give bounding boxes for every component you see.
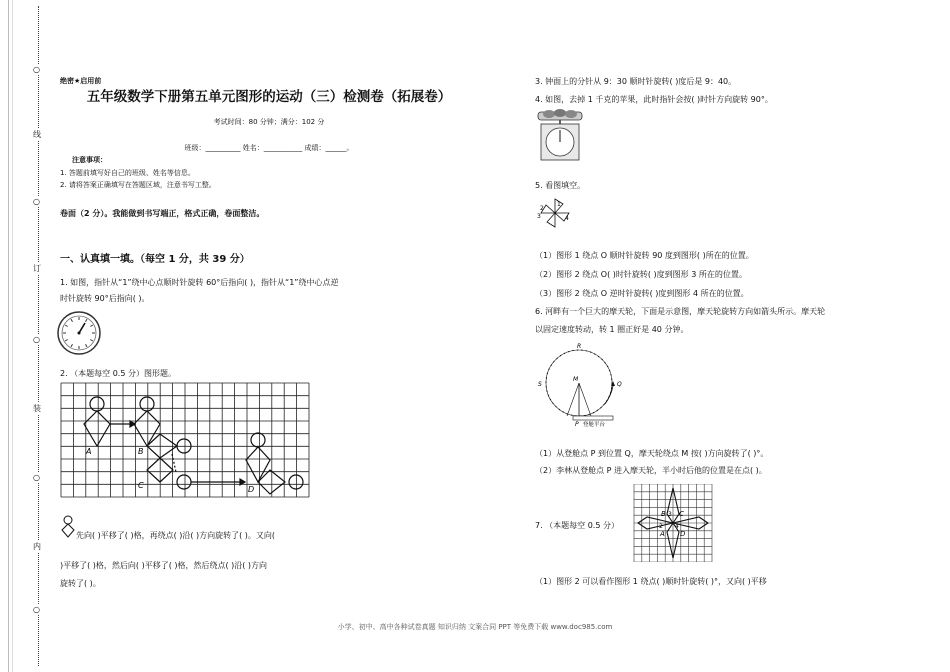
- grid-label: D: [248, 485, 255, 494]
- question-5-2: （2）图形 2 绕点 O( )时针旋转( )度到图形 3 所在的位置。: [535, 270, 747, 279]
- pinwheel-number: 1: [557, 201, 561, 208]
- q7-label: C: [679, 510, 684, 518]
- grid-label: A: [86, 447, 92, 456]
- q7-label: 2: [659, 523, 663, 530]
- question-1-text: 时针旋转 90°后指向( )。: [60, 294, 150, 303]
- question-2-blanks: 旋转了( )。: [60, 579, 101, 588]
- q7-label: 3: [668, 511, 672, 518]
- grid-label: B: [138, 447, 144, 456]
- footer-text: 小学、初中、高中各种试卷真题 知识归纳 文案合同 PPT 等免费下载 www.doc985.com: [337, 623, 613, 631]
- question-5-3: （3）图形 2 绕点 O 逆时针旋转( )度到图形 4 所在的位置。: [535, 289, 749, 298]
- question-4-text: 4. 如图，去掉 1 千克的苹果，此时指针会按( )时针方向旋转 90°。: [535, 95, 773, 104]
- circle-mark: ○: [33, 473, 40, 482]
- question-3-text: 3. 钟面上的分针从 9：30 顺时针旋转( )度后是 9：40。: [535, 77, 737, 86]
- pinwheel-number: 2: [540, 205, 544, 212]
- wheel-label: R: [577, 343, 582, 350]
- question-6-2: （2）李林从登舱点 P 进入摩天轮，半小时后他的位置是在点( )。: [535, 466, 767, 475]
- q7-label: 4: [675, 523, 679, 530]
- question-6-text: 以固定速度转动，转 1 圈正好是 40 分钟。: [535, 325, 689, 334]
- binding-margin: [0, 0, 46, 672]
- q7-label: A: [660, 530, 665, 538]
- student-fields: 班级：__________ 姓名：___________ 成绩：______。: [184, 144, 354, 152]
- circle-mark: ○: [33, 605, 40, 614]
- margin-line: [8, 0, 9, 672]
- question-5-text: 5. 看图填空。: [535, 181, 586, 190]
- question-2-blanks: )平移了( )格，然后向( )平移了( )格，然后绕点( )沿( )方向: [60, 561, 268, 570]
- pinwheel-number: 4: [565, 215, 569, 222]
- circle-mark: ○: [33, 335, 40, 344]
- notice-item: 1. 答题前填写好自己的班级、姓名等信息。: [60, 169, 195, 177]
- grid-figure: [60, 382, 310, 498]
- question-2-text: 2. （本题每空 0.5 分）图形题。: [60, 369, 176, 378]
- pinwheel-figure: [535, 196, 575, 230]
- wheel-label: P: [575, 421, 579, 428]
- circle-mark: ○: [33, 197, 40, 206]
- neatness-note: 卷面（2 分）。我能做到书写端正，格式正确，卷面整洁。: [60, 209, 265, 218]
- keyhole-shape-icon: [60, 515, 76, 539]
- wheel-label: Q: [617, 381, 622, 388]
- ferris-wheel-figure: [535, 338, 635, 430]
- page-title: 五年级数学下册第五单元图形的运动（三）检测卷（拓展卷）: [86, 89, 452, 105]
- wheel-label: S: [538, 381, 542, 388]
- question-2-blanks: 先向( )平移了( )格，再绕点( )沿( )方向旋转了( )。又向(: [76, 531, 276, 540]
- grid-figure-q7: [633, 484, 713, 562]
- question-1-text: 1. 如图，指针从“1”绕中心点顺时针旋转 60°后指向( )，指针从“1”绕中心点逆: [60, 278, 339, 287]
- pinwheel-number: 3: [537, 213, 541, 220]
- notice-title: 注意事项：: [72, 156, 107, 164]
- secret-mark: 绝密★启用前: [60, 77, 102, 85]
- binding-label-line: 线: [33, 130, 41, 139]
- binding-label-order: 订: [33, 264, 41, 273]
- margin-line: [12, 0, 13, 672]
- grid-label: C: [138, 481, 144, 490]
- question-7-1: （1）图形 2 可以看作图形 1 绕点( )顺时针旋转( )°，又向( )平移: [535, 577, 767, 586]
- wheel-label: M: [573, 376, 579, 383]
- binding-label-bind: 装: [33, 404, 41, 413]
- scale-figure: [535, 108, 585, 162]
- question-6-1: （1）从登舱点 P 到位置 Q，摩天轮绕点 M 按( )方向旋转了( )°。: [535, 449, 769, 458]
- section-heading: 一、认真填一填。（每空 1 分，共 39 分）: [60, 254, 250, 265]
- notice-item: 2. 请将答案正确填写在答题区域，注意书写工整。: [60, 181, 216, 189]
- q7-label: D: [680, 530, 686, 538]
- clock-figure: [56, 310, 102, 356]
- question-7-text: 7. （本题每空 0.5 分）: [535, 521, 619, 530]
- question-5-1: （1）图形 1 绕点 O 顺时针旋转 90 度到图形( )所在的位置。: [535, 251, 754, 260]
- question-6-text: 6. 河畔有一个巨大的摩天轮，下面是示意图，摩天轮旋转方向如箭头所示。摩天轮: [535, 307, 826, 316]
- exam-info: 考试时间：80 分钟；满分：102 分: [213, 118, 325, 126]
- binding-label-inner: 内: [33, 542, 41, 551]
- platform-label: 登舱平台: [583, 422, 606, 428]
- q7-label: B: [661, 510, 666, 518]
- circle-mark: ○: [33, 65, 40, 74]
